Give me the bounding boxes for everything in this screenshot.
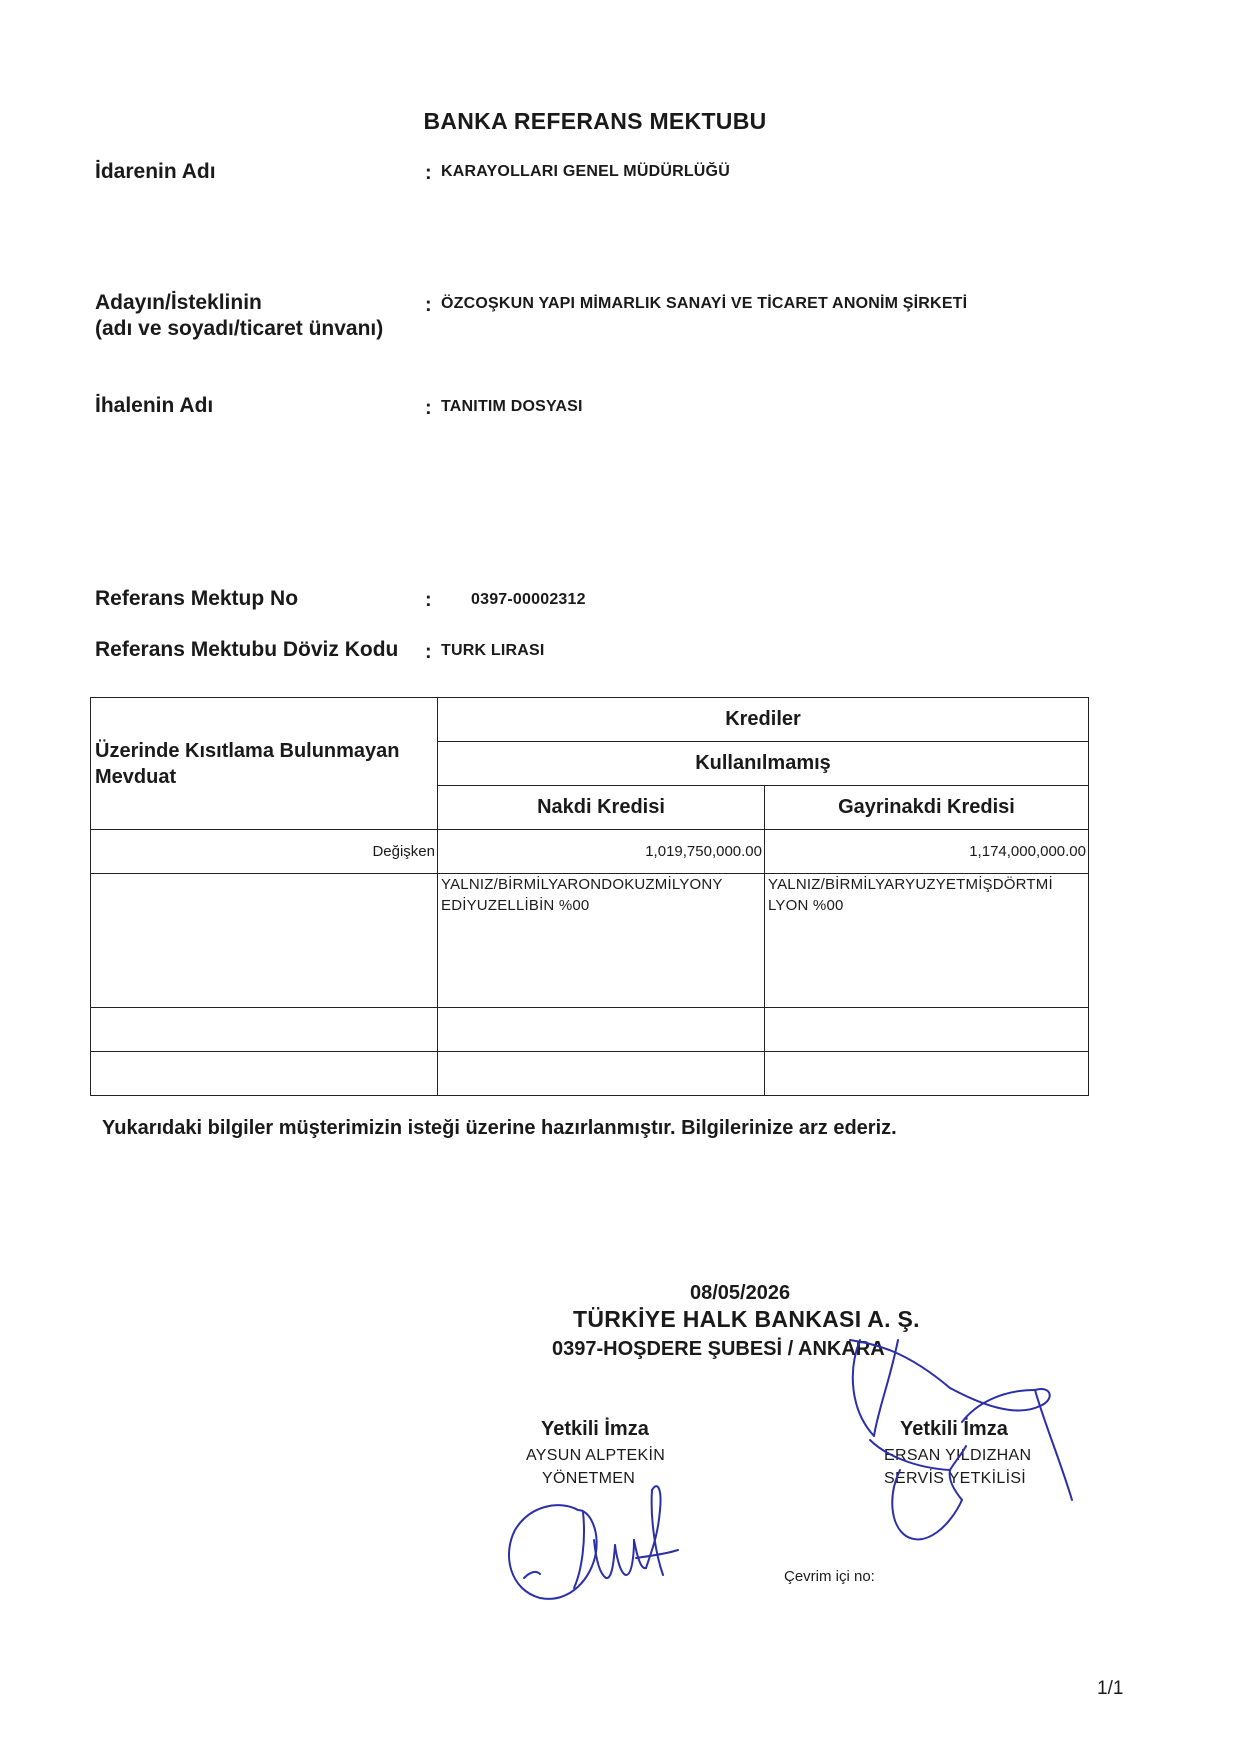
gayrinakdi-in-words — [765, 874, 1089, 1008]
ihale-value: TANITIM DOSYASI — [441, 398, 583, 415]
gayrinakdi-amount: 1,174,000,000.00 — [765, 830, 1089, 874]
nakdi-header: Nakdi Kredisi — [438, 786, 765, 830]
empty-cell — [438, 1052, 765, 1096]
aday-sublabel: (adı ve soyadı/ticaret ünvanı) — [95, 317, 384, 340]
credit-table — [90, 697, 1089, 1096]
nakdi-in-words — [438, 874, 765, 1008]
doviz-label: Referans Mektubu Döviz Kodu — [95, 638, 399, 661]
empty-cell — [765, 1052, 1089, 1096]
idare-label: İdarenin Adı — [95, 160, 216, 183]
gayrinakdi-words-line2: LYON %00 — [768, 897, 844, 914]
nakdi-words-line2: EDİYUZELLİBİN %00 — [441, 897, 590, 914]
aday-value: ÖZCOŞKUN YAPI MİMARLIK SANAYİ VE TİCARET ANONİM ŞİRKETİ — [441, 295, 968, 312]
signatory1-name: AYSUN ALPTEKİN — [526, 1447, 666, 1464]
mektup-no-colon: : — [425, 589, 432, 611]
document-title: BANKA REFERANS MEKTUBU — [423, 108, 767, 134]
mevduat-header: Üzerinde Kısıtlama Bulunmayan Mevduat — [91, 698, 438, 830]
empty-cell — [91, 1008, 438, 1052]
branch-name: 0397-HOŞDERE ŞUBESİ / ANKARA — [552, 1338, 885, 1360]
empty-cell — [765, 1008, 1089, 1052]
nakdi-words-line1: YALNIZ/BİRMİLYARONDOKUZMİLYONY — [441, 876, 723, 893]
idare-colon: : — [425, 162, 432, 184]
idare-value: KARAYOLLARI GENEL MÜDÜRLÜĞÜ — [441, 163, 730, 180]
doviz-colon: : — [425, 641, 432, 663]
bank-name: TÜRKİYE HALK BANKASI A. Ş. — [573, 1306, 920, 1332]
gayrinakdi-words-line1: YALNIZ/BİRMİLYARYUZYETMİŞDÖRTMİ — [768, 876, 1053, 893]
doviz-value: TURK LIRASI — [441, 642, 545, 659]
ihale-colon: : — [425, 397, 432, 419]
nakdi-amount: 1,019,750,000.00 — [438, 830, 765, 874]
aday-label: Adayın/İsteklinin — [95, 291, 262, 314]
empty-cell — [91, 1052, 438, 1096]
page-number: 1/1 — [1097, 1678, 1124, 1699]
gayrinakdi-header: Gayrinakdi Kredisi — [765, 786, 1089, 830]
aday-colon: : — [425, 294, 432, 316]
signature-2-image — [830, 1330, 1090, 1560]
signatory1-title: Yetkili İmza — [541, 1418, 649, 1440]
empty-cell — [438, 1008, 765, 1052]
signature-1-image — [500, 1460, 690, 1620]
mektup-no-label: Referans Mektup No — [95, 587, 299, 610]
online-number-label: Çevrim içi no: — [784, 1568, 875, 1585]
kullanilmamis-header: Kullanılmamış — [438, 742, 1089, 786]
closing-note: Yukarıdaki bilgiler müşterimizin isteği üzerine hazırlanmıştır. Bilgilerinize arz ederiz. — [102, 1117, 897, 1139]
signatory1-role: YÖNETMEN — [542, 1470, 636, 1487]
degisken-label: Değişken — [91, 830, 438, 874]
empty-cell — [91, 874, 438, 1008]
ihale-label: İhalenin Adı — [95, 394, 214, 417]
mektup-no-value: 0397-00002312 — [471, 591, 586, 608]
signatory2-name: ERSAN YILDIZHAN — [884, 1447, 1032, 1464]
signatory2-role: SERVİS YETKİLİSİ — [884, 1470, 1027, 1487]
signatory2-title: Yetkili İmza — [900, 1418, 1008, 1440]
krediler-header: Krediler — [438, 698, 1089, 742]
issue-date: 08/05/2026 — [690, 1282, 791, 1304]
